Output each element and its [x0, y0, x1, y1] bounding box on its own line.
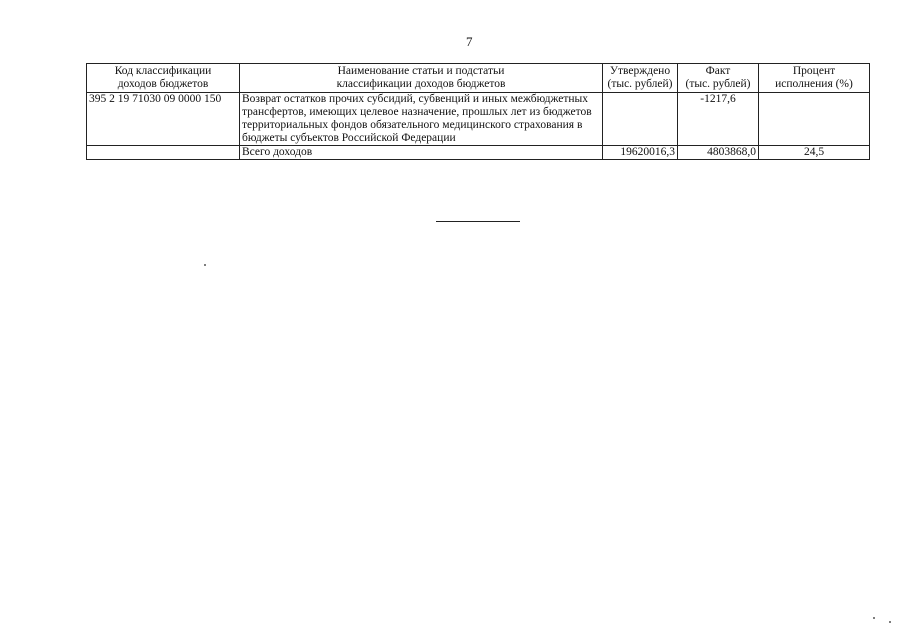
scan-speck — [204, 264, 206, 266]
scan-speck — [889, 621, 891, 623]
total-code — [87, 146, 240, 160]
total-row — [87, 146, 870, 160]
header-approved-line2: (тыс. рублей) — [607, 78, 673, 90]
revenue-table — [86, 63, 870, 160]
scan-speck — [873, 617, 875, 619]
header-name-line2: классификации доходов бюджетов — [336, 78, 506, 90]
header-code — [87, 64, 240, 93]
total-label: Всего доходов — [240, 146, 603, 160]
header-fact — [678, 64, 759, 93]
end-of-document-rule — [436, 221, 520, 222]
header-fact-line1: Факт — [705, 65, 731, 77]
header-approved — [603, 64, 678, 93]
header-percent-line1: Процент — [792, 65, 836, 77]
header-code-line1: Код классификации — [114, 65, 212, 77]
header-name-line1: Наименование статьи и подстатьи — [337, 65, 505, 77]
row-percent — [759, 93, 870, 146]
total-percent: 24,5 — [759, 146, 870, 160]
header-percent-line2: исполнения (%) — [775, 78, 853, 90]
header-name — [240, 64, 603, 93]
header-fact-line2: (тыс. рублей) — [685, 78, 751, 90]
header-percent — [759, 64, 870, 93]
header-code-line2: доходов бюджетов — [117, 78, 209, 90]
table-row — [87, 93, 870, 146]
row-name: Возврат остатков прочих субсидий, субвенций и иных межбюджетных трансфертов, имеющих целевое назначение, прошлых лет из бюджетов территориальных фондов обязательного медицинского страхования в бюджеты субъектов Российской Федерации — [240, 93, 603, 146]
total-approved: 19620016,3 — [603, 146, 678, 160]
row-fact: -1217,6 — [678, 93, 759, 146]
header-approved-line1: Утверждено — [609, 65, 671, 77]
table-header-row — [87, 64, 870, 93]
total-fact: 4803868,0 — [678, 146, 759, 160]
row-approved — [603, 93, 678, 146]
row-code: 395 2 19 71030 09 0000 150 — [87, 93, 240, 146]
page-number: 7 — [466, 34, 473, 49]
